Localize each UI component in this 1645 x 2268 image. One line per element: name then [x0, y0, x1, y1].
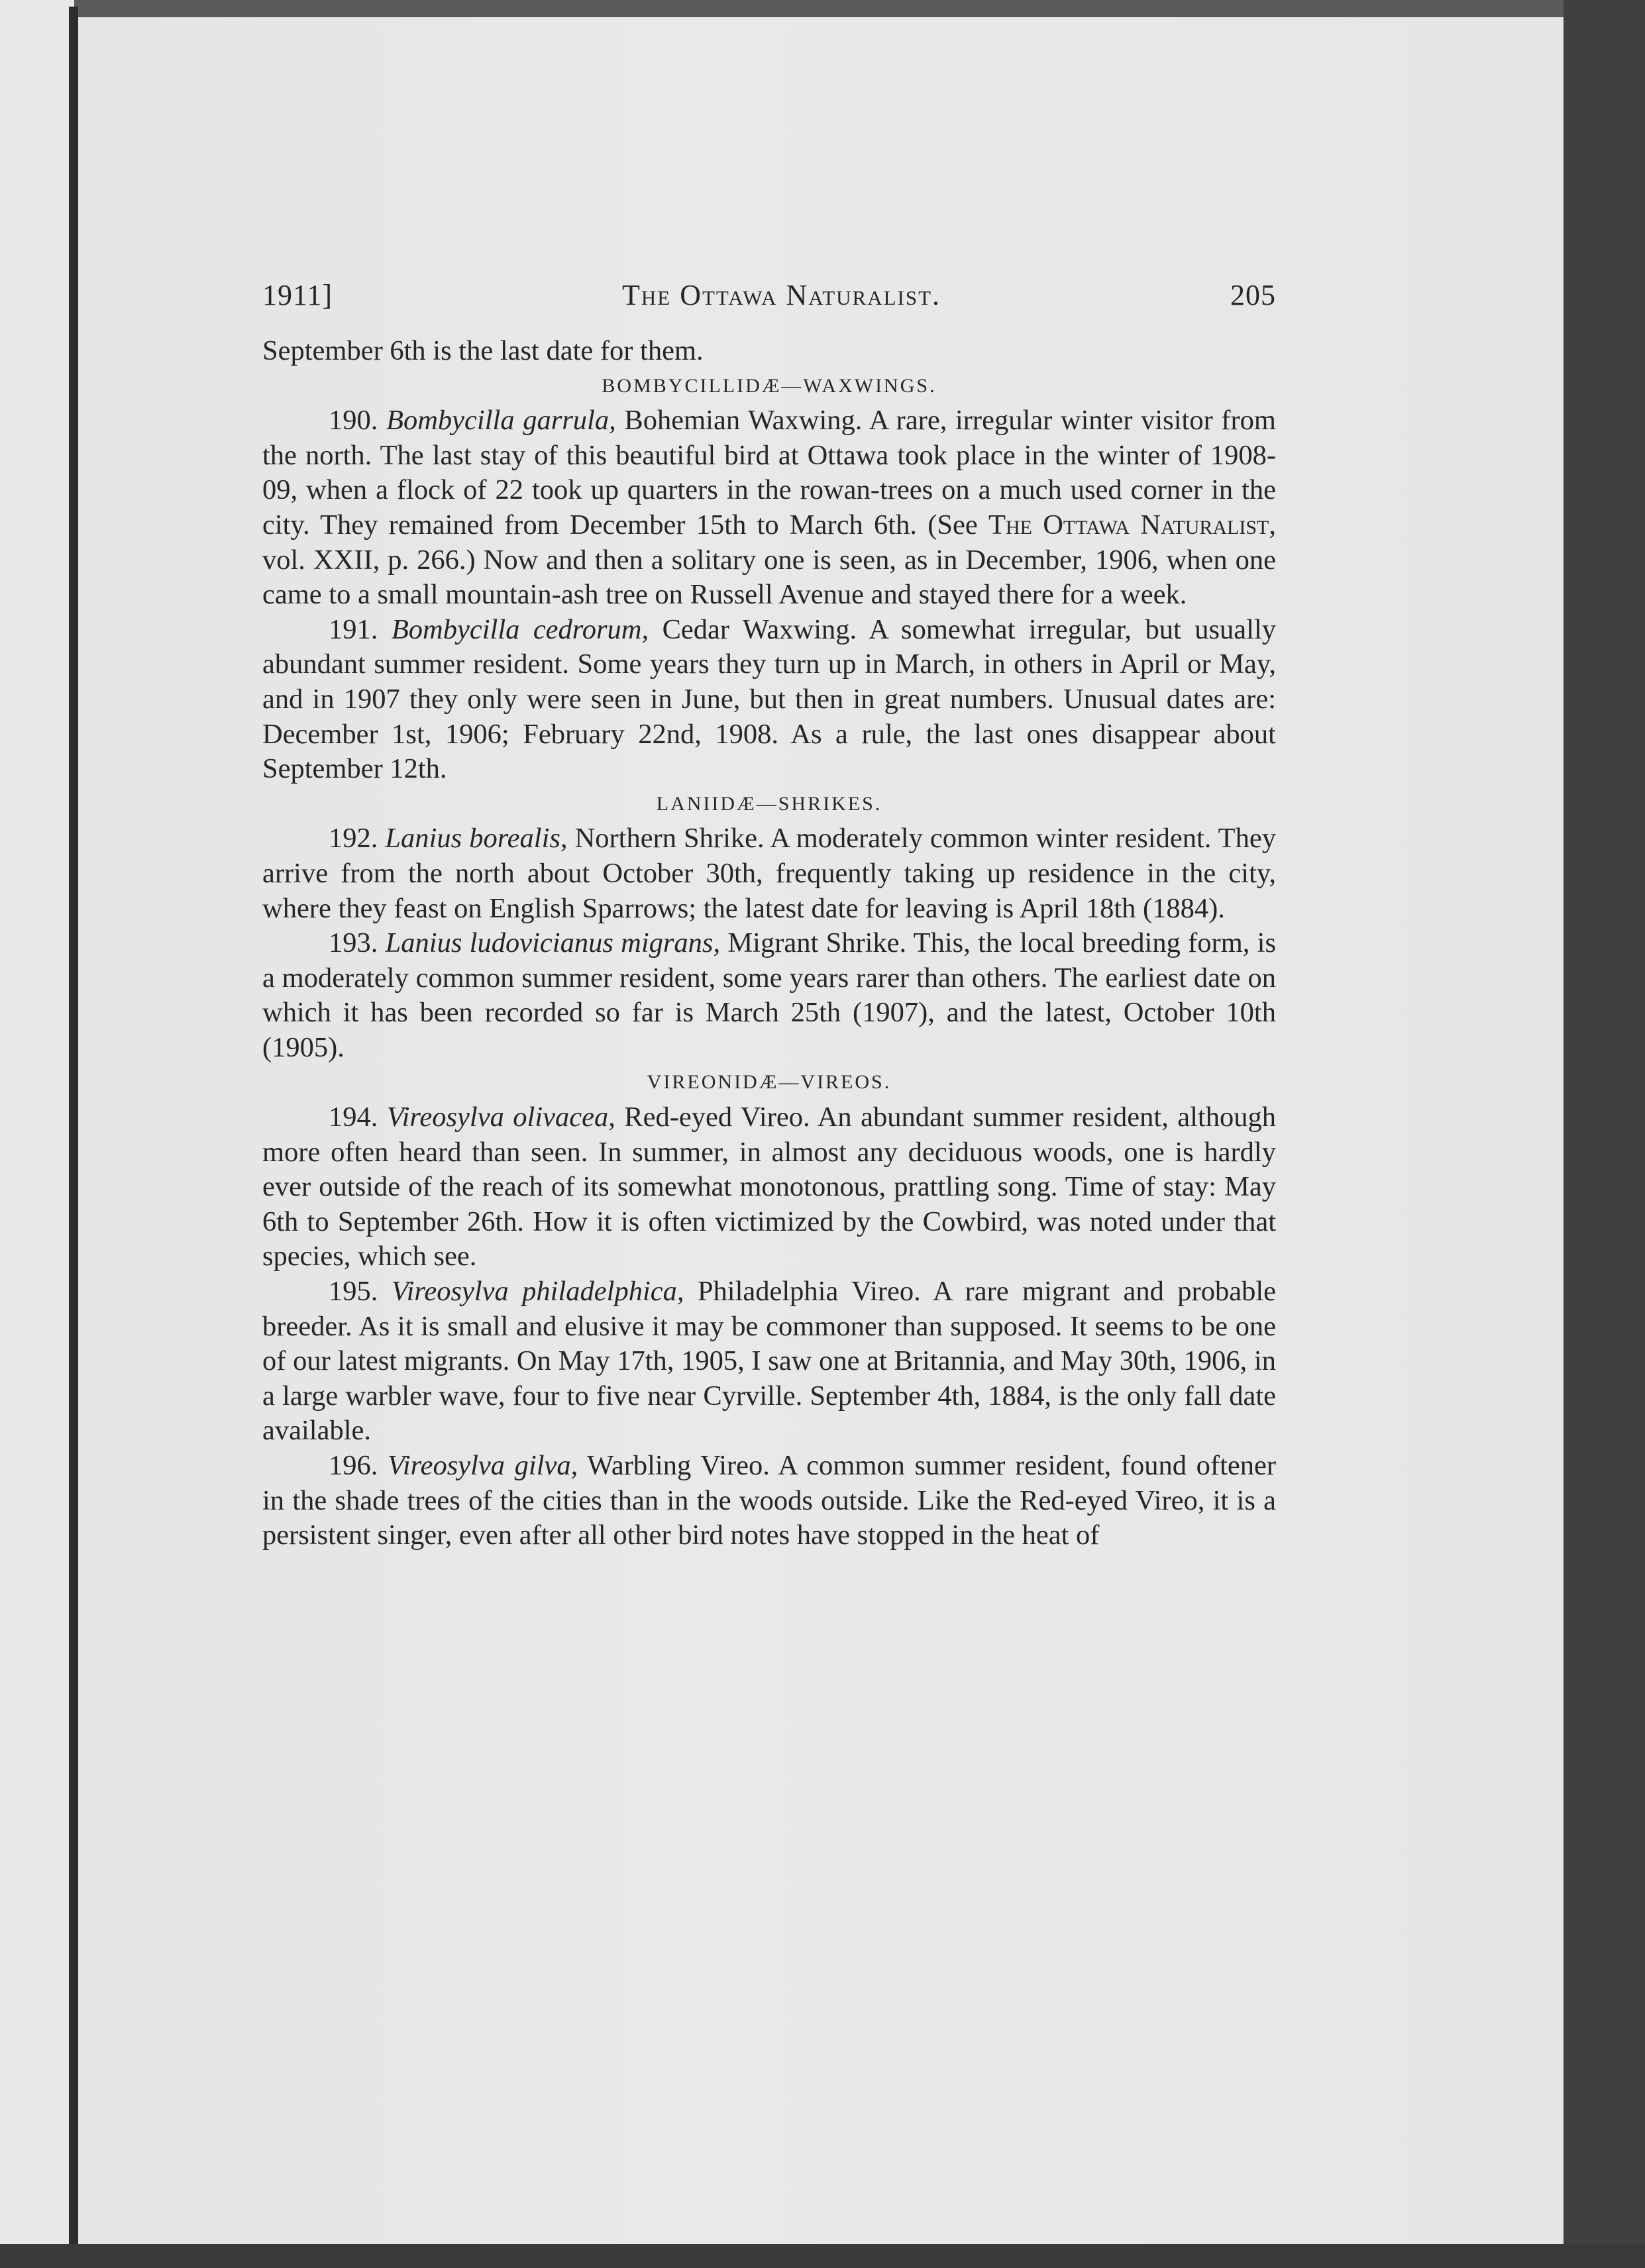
continued-paragraph: September 6th is the last date for them.	[262, 335, 704, 366]
entry-number: 191.	[329, 613, 378, 645]
journal-reference: The Ottawa Naturalist	[988, 509, 1269, 541]
latin-name: Bombycilla cedrorum,	[391, 613, 649, 645]
species-entry	[262, 926, 1276, 1065]
family-heading: VIREONIDÆ—VIREOS.	[647, 1071, 892, 1094]
entry-text: Northern Shrike. A moderately common winter resident. They arrive from the north about October 30th, frequently taking up residence in the city, where they feast on English Sparrows; the latest date for leaving is April 18th (1884).	[262, 823, 1277, 924]
species-entry	[262, 1274, 1276, 1449]
entry-text: , vol. XXII, p. 266.) Now and then a solitary one is seen, as in December, 1906, when one came to a small mountain-ash tree on Russell Avenue and stayed there for a week.	[262, 509, 1276, 611]
entry-text: Migrant Shrike. This, the local breeding form, is a moderately common summer resident, some years rarer than others. The earliest date on which it has been recorded so far is March 25th (1907), and the latest, October 10th (1905).	[262, 927, 1276, 1063]
entry-number: 190.	[329, 405, 378, 437]
family-heading: LANIIDÆ—SHRIKES.	[656, 792, 882, 815]
entry-number: 196.	[329, 1450, 378, 1481]
entry-number: 193.	[329, 927, 378, 959]
latin-name: Vireosylva olivacea,	[386, 1102, 615, 1133]
entry-text: Red-eyed Vireo. An abundant summer resident, although more often heard than seen. In summer, in almost any deciduous woods, one is hardly ever outside of the reach of its somewhat monotonous, prattling song. Time of stay: May 6th to September 26th. How it is often victimized by the Cowbird, was noted under that species, which see.	[262, 1102, 1276, 1272]
scan-top-edge	[0, 0, 1645, 17]
latin-name: Vireosylva gilva,	[388, 1450, 578, 1481]
entry-text: Cedar Waxwing. A somewhat irregular, but usually abundant summer resident. Some years they turn up in March, in others in April or May, and in 1907 they only were seen in June, but then in great numbers. Unusual dates are: December 1st, 1906; February 22nd, 1908. As a rule, the last ones disappear about September 12th.	[262, 613, 1276, 785]
page-text	[262, 278, 1276, 1553]
species-entry	[262, 1449, 1276, 1553]
scan-bottom-edge	[0, 2244, 1645, 2268]
entry-number: 195.	[329, 1276, 378, 1308]
latin-name: Bombycilla garrula,	[386, 405, 616, 437]
page-number: 205	[1230, 279, 1276, 311]
family-heading: BOMBYCILLIDÆ—WAXWINGS.	[602, 374, 937, 397]
latin-name: Lanius borealis,	[385, 823, 568, 854]
binding-rule	[69, 7, 78, 2245]
entry-number: 192.	[329, 823, 378, 854]
journal-title: The Ottawa Naturalist.	[622, 279, 941, 311]
species-entry	[262, 613, 1276, 787]
year-marker: 1911]	[262, 279, 333, 311]
entry-text: Bohemian Waxwing. A rare, irregular winter visitor from the north. The last stay of this beautiful bird at Ottawa took place in the winter of 1908-09, when a flock of 22 took up quarters in the rowan-trees on a much used corner in the city. They remained from December 15th to March 6th. (See	[262, 405, 1276, 541]
latin-name: Lanius ludovicianus migrans,	[385, 927, 721, 959]
facing-page-strip	[0, 0, 74, 2268]
entry-text: Warbling Vireo. A common summer resident, found oftener in the shade trees of the cities than in the woods outside. Like the Red-eyed Vireo, it is a persistent singer, even after all other bird notes have stopped in the heat of	[262, 1450, 1277, 1551]
scan-right-margin	[1564, 0, 1645, 2268]
species-entry	[262, 403, 1276, 613]
running-head	[262, 278, 1276, 334]
entry-number: 194.	[329, 1102, 378, 1133]
latin-name: Vireosylva philadelphica,	[391, 1276, 684, 1308]
species-entry	[262, 821, 1276, 926]
entry-text: Philadelphia Vireo. A rare migrant and probable breeder. As it is small and elusive it may be commoner than supposed. It seems to be one of our latest migrants. On May 17th, 1905, I saw one at Britannia, and May 30th, 1906, in a large warbler wave, four to five near Cyrville. September 4th, 1884, is the only fall date available.	[262, 1276, 1276, 1447]
species-entry	[262, 1100, 1276, 1274]
